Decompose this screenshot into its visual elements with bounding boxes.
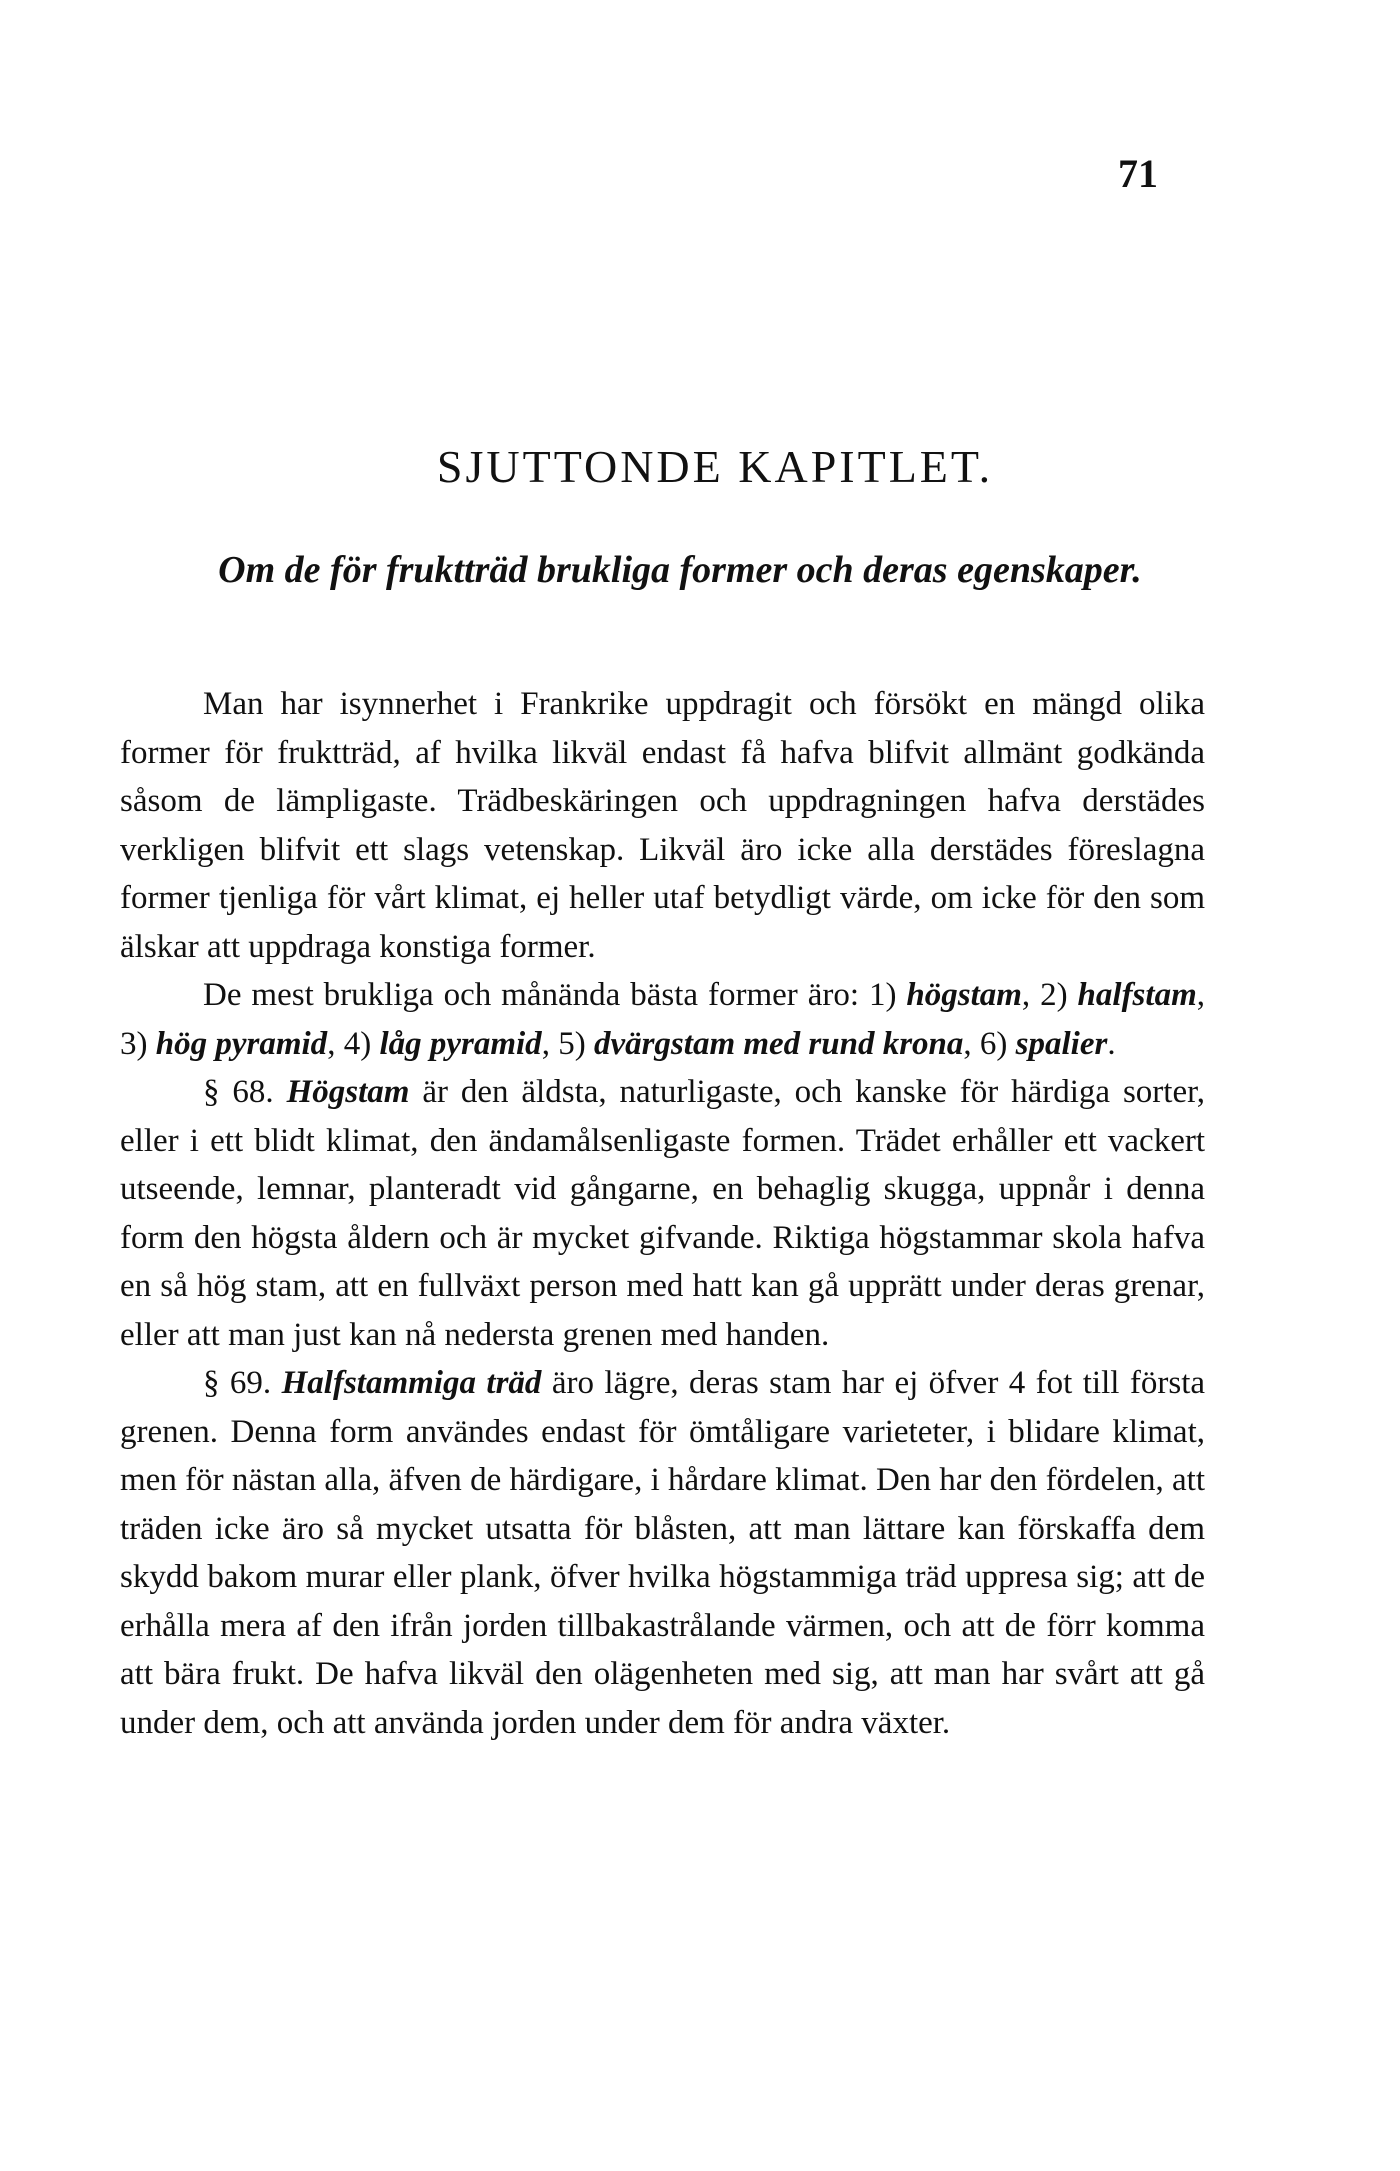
chapter-subtitle: Om de för fruktträd brukliga former och deras egenskaper. xyxy=(218,549,1142,591)
term-halfstammiga-heading: Halfstammiga träd xyxy=(281,1365,542,1401)
page-number: 71 xyxy=(1118,151,1158,196)
forms-lead: De mest brukliga och månända bästa former äro: 1) xyxy=(203,977,907,1013)
term-hog-pyramid: hög pyramid xyxy=(155,1025,328,1062)
separator: , 5) xyxy=(541,1025,594,1062)
term-hogstam: högstam xyxy=(906,977,1022,1013)
body-text xyxy=(120,680,1205,1747)
section-69-text: äro lägre, deras stam har ej öfver 4 fot till första grenen. Denna form användes endast för ömtåligare varieteter, i blidare klimat, men för nästan alla, äfven de härdigare, i hårdare klimat. Den har den fördelen, att träden icke äro så mycket utsatta för blåsten, att man lättare kan förskaffa dem skydd bakom murar eller plank, öfver hvilka högstammiga träd uppresa sig; att de erhålla mera af den ifrån jorden tillbakastrålande värmen, och att de förr komma att bära frukt. De hafva likväl den olägenheten med sig, att man har svårt att gå under dem, och att använda jorden under dem för andra växter. xyxy=(120,1365,1206,1741)
separator: , 3) xyxy=(120,977,1205,1062)
separator: . xyxy=(1107,1025,1116,1062)
term-dvargstam: dvärgstam med rund krona xyxy=(593,1025,964,1062)
section-number-69: § 69. xyxy=(203,1365,282,1401)
section-68-text: är den äldsta, naturligaste, och kanske för härdiga sorter, eller i ett blidt klimat, den ändamålsenligaste formen. Trädet erhåller ett vackert utseende, lemnar, planteradt vid gångarne, en behaglig skugga, uppnår i denna form den högsta åldern och är mycket gifvande. Riktiga högstammar skola hafva en så hög stam, att en fullväxt person med hatt kan gå upprätt under deras grenar, eller att man just kan nå nedersta grenen med handen. xyxy=(120,1074,1206,1353)
term-lag-pyramid: låg pyramid xyxy=(379,1025,542,1062)
separator: , 6) xyxy=(963,1025,1016,1062)
term-halfstam: halfstam xyxy=(1077,977,1197,1013)
term-spalier: spalier xyxy=(1015,1025,1108,1062)
paragraph-intro: Man har isynnerhet i Frankrike uppdragit och försökt en mängd olika former för fruktträd, af hvilka likväl endast få hafva blifvit allmänt godkända såsom de lämpligaste. Trädbeskäringen och uppdragningen hafva derstädes verkligen blifvit ett slags vetenskap. Likväl äro icke alla derstädes föreslagna former tjenliga för vårt klimat, ej heller utaf betydligt värde, om icke för den som älskar att uppdraga konstiga former. xyxy=(120,686,1205,965)
separator: , 2) xyxy=(1021,977,1078,1013)
paragraph-forms-list xyxy=(120,971,1205,1068)
paragraph-section-68 xyxy=(120,1068,1205,1359)
paragraph-section-69 xyxy=(120,1359,1205,1747)
section-number-68: § 68. xyxy=(203,1074,287,1110)
term-hogstam-heading: Högstam xyxy=(286,1074,410,1110)
chapter-title: SJUTTONDE KAPITLET. xyxy=(436,441,994,492)
separator: , 4) xyxy=(327,1025,380,1062)
